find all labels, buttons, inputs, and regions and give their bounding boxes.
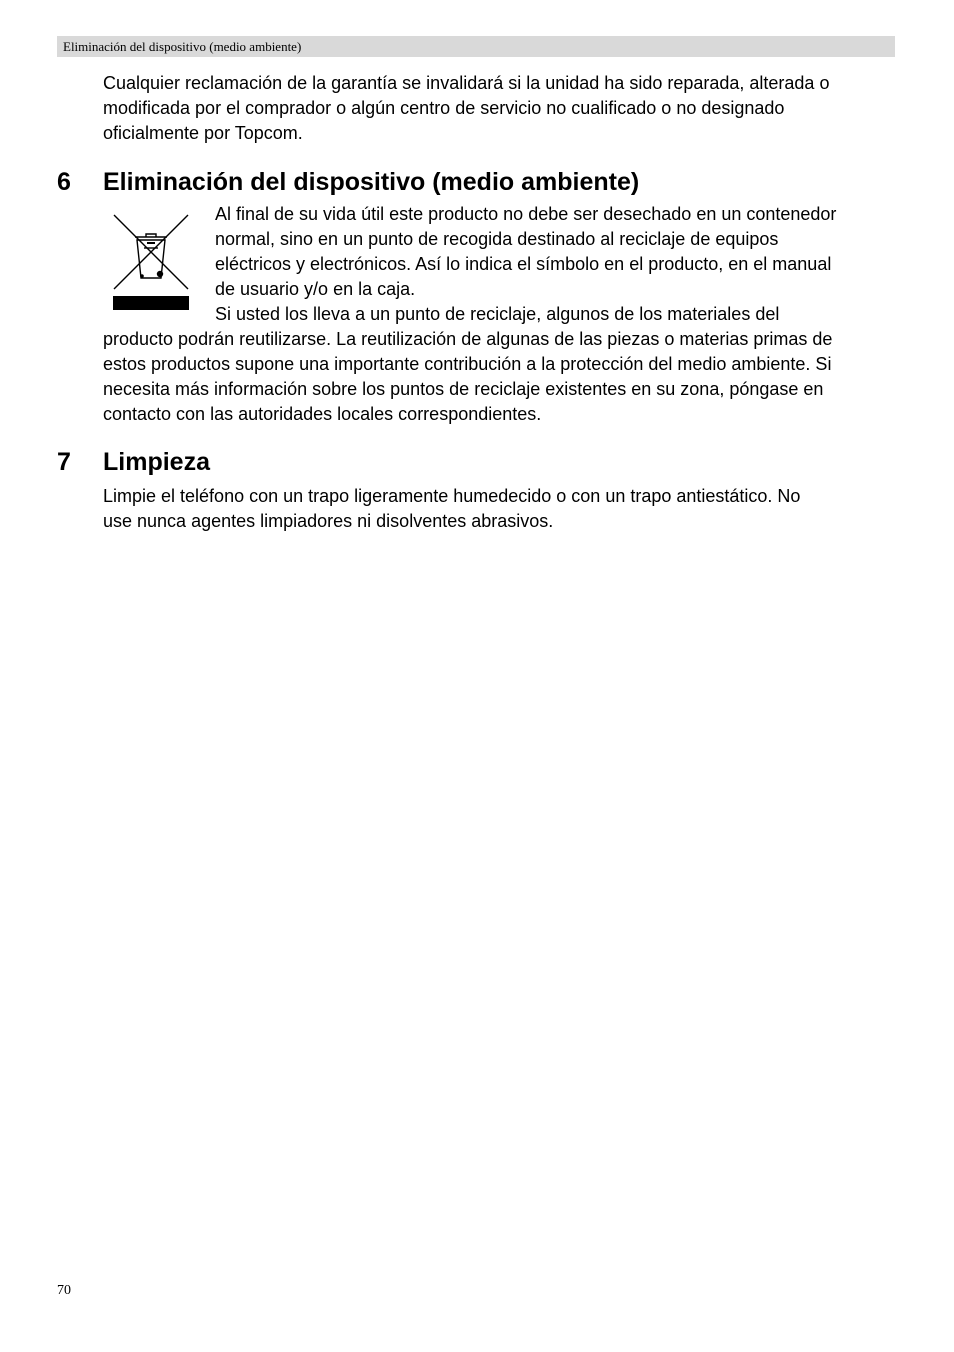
text-line: oficialmente por Topcom. bbox=[103, 123, 303, 143]
text-line: use nunca agentes limpiadores ni disolventes abrasivos. bbox=[103, 511, 554, 531]
section-number: 6 bbox=[57, 168, 71, 196]
text-line: necesita más información sobre los puntos de reciclaje existentes en su zona, póngase en bbox=[103, 379, 824, 399]
cleaning-paragraph bbox=[103, 484, 800, 534]
section-number: 7 bbox=[57, 448, 71, 476]
section-title: Eliminación del dispositivo (medio ambiente) bbox=[103, 168, 640, 196]
text-line: contacto con las autoridades locales correspondientes. bbox=[103, 404, 542, 424]
text-line: modificada por el comprador o algún centro de servicio no cualificado o no designado bbox=[103, 98, 785, 118]
section-title: Limpieza bbox=[103, 448, 210, 476]
section-7-heading bbox=[57, 447, 457, 477]
text-line: de usuario y/o en la caja. bbox=[215, 279, 416, 299]
warranty-paragraph bbox=[103, 71, 829, 146]
weee-crossed-bin-icon bbox=[111, 210, 191, 313]
section-6-heading bbox=[57, 167, 897, 197]
text-line: Limpie el teléfono con un trapo ligeramente humedecido o con un trapo antiestático. No bbox=[103, 486, 801, 506]
running-header-title: Eliminación del dispositivo (medio ambiente) bbox=[63, 39, 302, 54]
disposal-paragraph-full bbox=[103, 327, 832, 427]
text-line: Si usted los lleva a un punto de reciclaje, algunos de los materiales del bbox=[215, 304, 780, 324]
text-line: normal, sino en un punto de recogida destinado al reciclaje de equipos bbox=[215, 229, 779, 249]
text-line: Cualquier reclamación de la garantía se invalidará si la unidad ha sido reparada, alterada o bbox=[103, 73, 830, 93]
disposal-paragraph-side bbox=[215, 202, 836, 327]
text-line: estos productos supone una importante contribución a la protección del medio ambiente. Si bbox=[103, 354, 832, 374]
running-header bbox=[57, 36, 895, 57]
text-line: eléctricos y electrónicos. Así lo indica el símbolo en el producto, en el manual bbox=[215, 254, 832, 274]
page-number: 70 bbox=[57, 1283, 71, 1298]
text-line: producto podrán reutilizarse. La reutilización de algunas de las piezas o materias primas de bbox=[103, 329, 833, 349]
text-line: Al final de su vida útil este producto no debe ser desechado en un contenedor bbox=[215, 204, 837, 224]
